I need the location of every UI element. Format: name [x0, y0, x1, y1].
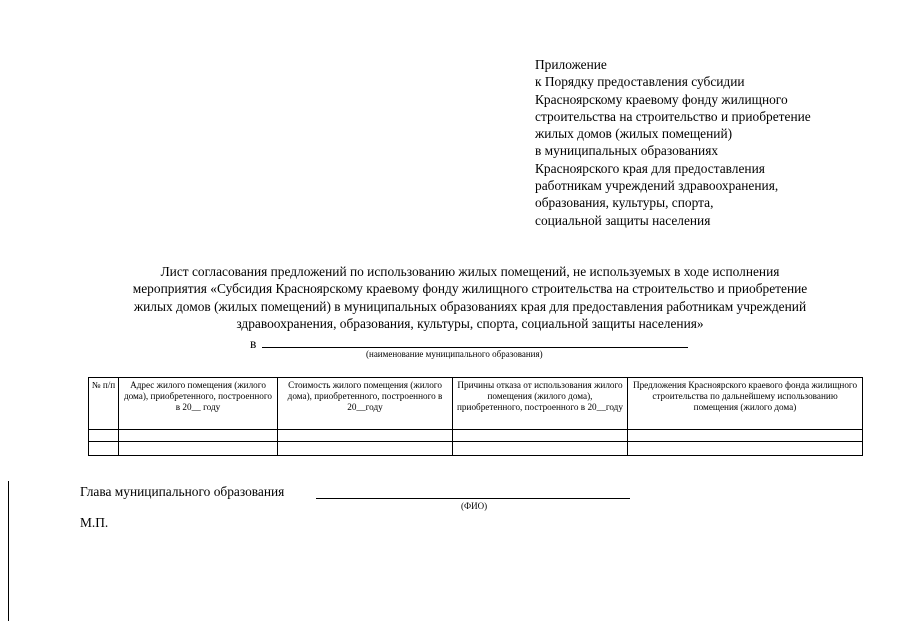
- table-cell[interactable]: [278, 430, 453, 442]
- appendix-block: [535, 56, 811, 229]
- table-row: [89, 442, 863, 456]
- appendix-line: социальной защиты населения: [535, 212, 711, 228]
- municipality-caption: (наименование муниципального образования): [366, 349, 543, 359]
- table-row: [89, 430, 863, 442]
- table-cell[interactable]: [453, 430, 628, 442]
- table-cell[interactable]: [89, 442, 119, 456]
- appendix-line: строительства на строительство и приобретение: [535, 108, 811, 124]
- header-refusal-reasons: Причины отказа от использования жилого помещения (жилого дома), приобретенного, построенного в 20__году: [453, 378, 628, 430]
- municipality-blank-line[interactable]: [262, 347, 688, 348]
- appendix-line: к Порядку предоставления субсидии: [535, 74, 745, 90]
- header-address: Адрес жилого помещения (жилого дома), приобретенного, построенного в 20__ году: [119, 378, 278, 430]
- table-header-row: [89, 378, 863, 430]
- approval-table: [88, 377, 863, 456]
- table-cell[interactable]: [89, 430, 119, 442]
- table-cell[interactable]: [278, 442, 453, 456]
- table-cell[interactable]: [119, 430, 278, 442]
- appendix-line: в муниципальных образованиях: [535, 143, 719, 159]
- fio-caption: (ФИО): [461, 501, 488, 511]
- signature-label: Глава муниципального образования: [80, 484, 285, 499]
- document-title: [80, 263, 860, 333]
- table-cell[interactable]: [453, 442, 628, 456]
- table-cell[interactable]: [628, 430, 863, 442]
- signature-blank-line[interactable]: [316, 498, 630, 499]
- title-line: здравоохранения, образования, культуры, спорта, социальной защиты населения»: [236, 316, 704, 332]
- title-line: мероприятия «Субсидия Красноярскому краевому фонду жилищного строительства на строительство и приобретение: [132, 281, 808, 297]
- header-cost: Стоимость жилого помещения (жилого дома), приобретенного, построенного в 20__году: [278, 378, 453, 430]
- appendix-line: образования, культуры, спорта,: [535, 195, 714, 211]
- appendix-line: Красноярского края для предоставления: [535, 160, 765, 176]
- header-number: № п/п: [89, 378, 119, 430]
- title-line: Лист согласования предложений по использованию жилых помещений, не используемых в ходе исполнения: [160, 264, 780, 279]
- appendix-line: Красноярскому краевому фонду жилищного: [535, 91, 788, 107]
- title-line: жилых домов (жилых помещений) в муниципальных образованиях края для предоставления работникам учреждений: [133, 298, 807, 314]
- table-cell[interactable]: [119, 442, 278, 456]
- scan-margin-line: [8, 481, 9, 621]
- in-label: в: [250, 336, 257, 351]
- appendix-line: Приложение: [535, 57, 607, 72]
- stamp-label: М.П.: [80, 515, 109, 530]
- header-fund-proposals: Предложения Красноярского краевого фонда жилищного строительства по дальнейшему использованию помещения (жилого дома): [628, 378, 863, 430]
- appendix-line: работникам учреждений здравоохранения,: [535, 178, 779, 194]
- table-cell[interactable]: [628, 442, 863, 456]
- appendix-line: жилых домов (жилых помещений): [535, 126, 733, 142]
